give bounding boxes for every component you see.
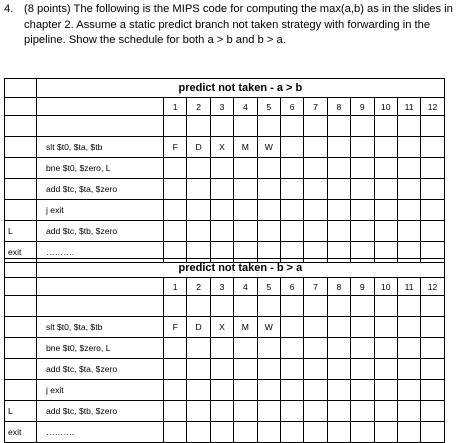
instruction-cell: add $tc, $ta, $zero xyxy=(37,179,164,200)
stage-cell[interactable] xyxy=(234,380,257,401)
stage-cell[interactable] xyxy=(327,317,350,338)
instruction-cell: bne $t0, $zero, L xyxy=(37,338,164,359)
stage-cell[interactable] xyxy=(351,200,374,221)
stage-cell[interactable] xyxy=(374,422,397,443)
stage-cell[interactable] xyxy=(187,422,210,443)
stage-cell[interactable] xyxy=(327,401,350,422)
stage-cell[interactable]: X xyxy=(210,317,233,338)
stage-cell[interactable]: M xyxy=(234,317,257,338)
stage-cell[interactable] xyxy=(351,158,374,179)
table-title: predict not taken - b > a xyxy=(37,259,445,278)
instruction-cell: slt $t0, $ta, $tb xyxy=(37,317,164,338)
stage-cell[interactable] xyxy=(187,380,210,401)
stage-cell[interactable] xyxy=(210,401,233,422)
stage-cell[interactable] xyxy=(304,338,327,359)
stage-cell[interactable] xyxy=(421,317,444,338)
instruction-cell: bne $t0, $zero, L xyxy=(37,158,164,179)
stage-cell[interactable] xyxy=(327,422,350,443)
stage-cell[interactable] xyxy=(304,200,327,221)
stage-cell[interactable] xyxy=(210,380,233,401)
cycle-number: 9 xyxy=(351,278,374,296)
empty-cell xyxy=(164,296,187,317)
stage-cell[interactable] xyxy=(257,200,280,221)
stage-cell[interactable] xyxy=(351,338,374,359)
stage-cell[interactable] xyxy=(327,338,350,359)
instruction-cell: ………. xyxy=(37,422,164,443)
table-row xyxy=(5,296,445,317)
instruction-cell: add $tc, $tb, $zero xyxy=(37,221,164,242)
empty-cell xyxy=(5,278,37,296)
empty-cell xyxy=(374,116,397,137)
stage-cell[interactable] xyxy=(327,137,350,158)
empty-cell xyxy=(210,116,233,137)
stage-cell[interactable] xyxy=(280,179,303,200)
empty-cell xyxy=(421,116,444,137)
empty-cell xyxy=(37,296,164,317)
stage-cell[interactable] xyxy=(397,200,420,221)
question-text xyxy=(4,2,466,49)
empty-cell xyxy=(374,296,397,317)
stage-cell[interactable] xyxy=(351,221,374,242)
empty-cell xyxy=(397,116,420,137)
cycle-header-row xyxy=(5,278,445,296)
cycle-number: 4 xyxy=(234,278,257,296)
cycle-number: 10 xyxy=(374,278,397,296)
stage-cell[interactable] xyxy=(397,338,420,359)
stage-cell[interactable] xyxy=(304,359,327,380)
stage-cell[interactable] xyxy=(164,200,187,221)
cycle-number: 2 xyxy=(187,98,210,116)
stage-cell[interactable] xyxy=(374,317,397,338)
stage-cell[interactable] xyxy=(280,158,303,179)
stage-cell[interactable] xyxy=(234,158,257,179)
stage-cell[interactable] xyxy=(374,401,397,422)
cycle-number: 3 xyxy=(210,98,233,116)
table-row xyxy=(5,422,445,443)
empty-cell xyxy=(280,116,303,137)
stage-cell[interactable] xyxy=(187,338,210,359)
stage-cell[interactable] xyxy=(421,401,444,422)
empty-cell xyxy=(257,116,280,137)
stage-cell[interactable]: D xyxy=(187,137,210,158)
stage-cell[interactable] xyxy=(257,401,280,422)
stage-cell[interactable] xyxy=(374,158,397,179)
stage-cell[interactable]: F xyxy=(164,137,187,158)
cycle-number: 8 xyxy=(327,98,350,116)
stage-cell[interactable] xyxy=(234,221,257,242)
stage-cell[interactable] xyxy=(351,137,374,158)
stage-cell[interactable] xyxy=(421,380,444,401)
stage-cell[interactable] xyxy=(187,158,210,179)
stage-cell[interactable] xyxy=(187,401,210,422)
stage-cell[interactable] xyxy=(280,221,303,242)
stage-cell[interactable] xyxy=(210,359,233,380)
row-label: L xyxy=(5,401,37,422)
stage-cell[interactable] xyxy=(421,422,444,443)
empty-cell xyxy=(5,259,37,278)
stage-cell[interactable] xyxy=(187,221,210,242)
empty-cell xyxy=(164,116,187,137)
stage-cell[interactable] xyxy=(351,422,374,443)
instruction-cell: j exit xyxy=(37,200,164,221)
empty-cell xyxy=(234,296,257,317)
stage-cell[interactable] xyxy=(234,338,257,359)
stage-cell[interactable] xyxy=(421,158,444,179)
stage-cell[interactable] xyxy=(304,317,327,338)
table-row xyxy=(5,401,445,422)
stage-cell[interactable] xyxy=(257,380,280,401)
empty-cell xyxy=(5,98,37,116)
stage-cell[interactable]: W xyxy=(257,317,280,338)
empty-cell xyxy=(37,98,164,116)
empty-cell xyxy=(304,296,327,317)
cycle-header-row xyxy=(5,98,445,116)
stage-cell[interactable] xyxy=(374,179,397,200)
cycle-number: 10 xyxy=(374,98,397,116)
empty-cell xyxy=(304,116,327,137)
instruction-cell: add $tc, $tb, $zero xyxy=(37,401,164,422)
cycle-number: 4 xyxy=(234,98,257,116)
stage-cell[interactable] xyxy=(164,179,187,200)
stage-cell[interactable] xyxy=(280,401,303,422)
empty-cell xyxy=(5,79,37,98)
stage-cell[interactable] xyxy=(421,221,444,242)
stage-cell[interactable] xyxy=(257,179,280,200)
empty-cell xyxy=(257,296,280,317)
stage-cell[interactable] xyxy=(210,158,233,179)
stage-cell[interactable] xyxy=(164,401,187,422)
cycle-number: 2 xyxy=(187,278,210,296)
cycle-number: 12 xyxy=(421,278,444,296)
stage-cell[interactable] xyxy=(257,338,280,359)
empty-cell xyxy=(187,116,210,137)
cycle-number: 1 xyxy=(164,98,187,116)
cycle-number: 11 xyxy=(397,278,420,296)
cycle-number: 12 xyxy=(421,98,444,116)
stage-cell[interactable] xyxy=(257,158,280,179)
stage-cell[interactable]: F xyxy=(164,317,187,338)
empty-cell xyxy=(5,296,37,317)
empty-cell xyxy=(327,296,350,317)
table-row xyxy=(5,221,445,242)
table-row xyxy=(5,116,445,137)
stage-cell[interactable] xyxy=(351,380,374,401)
stage-cell[interactable] xyxy=(327,200,350,221)
stage-cell[interactable] xyxy=(397,317,420,338)
stage-cell[interactable] xyxy=(234,401,257,422)
stage-cell[interactable] xyxy=(351,401,374,422)
stage-cell[interactable] xyxy=(374,137,397,158)
question-line-3: pipeline. Show the schedule for both a > b and b > a. xyxy=(24,34,286,47)
row-label xyxy=(5,179,37,200)
row-label xyxy=(5,200,37,221)
stage-cell[interactable] xyxy=(351,179,374,200)
stage-cell[interactable] xyxy=(187,179,210,200)
stage-cell[interactable] xyxy=(280,338,303,359)
stage-cell[interactable] xyxy=(304,380,327,401)
stage-cell[interactable] xyxy=(374,221,397,242)
stage-cell[interactable] xyxy=(351,317,374,338)
stage-cell[interactable]: D xyxy=(187,317,210,338)
stage-cell[interactable] xyxy=(164,359,187,380)
empty-cell xyxy=(37,278,164,296)
stage-cell[interactable] xyxy=(421,338,444,359)
row-label xyxy=(5,338,37,359)
stage-cell[interactable] xyxy=(257,221,280,242)
stage-cell[interactable] xyxy=(234,422,257,443)
table-row xyxy=(5,200,445,221)
empty-cell xyxy=(187,296,210,317)
stage-cell[interactable] xyxy=(304,158,327,179)
cycle-number: 7 xyxy=(304,278,327,296)
stage-cell[interactable] xyxy=(210,221,233,242)
stage-cell[interactable] xyxy=(351,359,374,380)
cycle-number: 9 xyxy=(351,98,374,116)
instruction-cell: ………. xyxy=(37,242,164,263)
stage-cell[interactable] xyxy=(327,359,350,380)
stage-cell[interactable] xyxy=(327,158,350,179)
stage-cell[interactable] xyxy=(210,179,233,200)
table-row xyxy=(5,338,445,359)
cycle-number: 6 xyxy=(280,98,303,116)
stage-cell[interactable] xyxy=(280,317,303,338)
stage-cell[interactable] xyxy=(280,200,303,221)
stage-cell[interactable] xyxy=(374,359,397,380)
stage-cell[interactable] xyxy=(210,200,233,221)
table-row xyxy=(5,137,445,158)
table-row xyxy=(5,317,445,338)
row-label xyxy=(5,380,37,401)
instruction-cell: j exit xyxy=(37,380,164,401)
stage-cell[interactable] xyxy=(374,380,397,401)
table-row xyxy=(5,179,445,200)
cycle-number: 8 xyxy=(327,278,350,296)
stage-cell[interactable] xyxy=(397,380,420,401)
empty-cell xyxy=(5,116,37,137)
empty-cell xyxy=(351,296,374,317)
row-label: exit xyxy=(5,422,37,443)
stage-cell[interactable] xyxy=(164,158,187,179)
stage-cell[interactable]: X xyxy=(210,137,233,158)
table-row xyxy=(5,380,445,401)
instruction-cell: slt $t0, $ta, $tb xyxy=(37,137,164,158)
table-title: predict not taken - a > b xyxy=(37,79,445,98)
stage-cell[interactable] xyxy=(397,137,420,158)
question-line xyxy=(4,2,466,18)
empty-cell xyxy=(234,116,257,137)
row-label: exit xyxy=(5,242,37,263)
stage-cell[interactable] xyxy=(187,359,210,380)
row-label xyxy=(5,359,37,380)
stage-cell[interactable] xyxy=(210,338,233,359)
stage-cell[interactable] xyxy=(421,179,444,200)
stage-cell[interactable] xyxy=(280,422,303,443)
question-line-1: (8 points) The following is the MIPS code for computing the max(a,b) as in the slides in xyxy=(24,3,453,15)
stage-cell[interactable] xyxy=(421,137,444,158)
stage-cell[interactable] xyxy=(280,359,303,380)
stage-cell[interactable] xyxy=(257,422,280,443)
stage-cell[interactable]: M xyxy=(234,137,257,158)
cycle-number: 7 xyxy=(304,98,327,116)
stage-cell[interactable] xyxy=(397,179,420,200)
empty-cell xyxy=(327,116,350,137)
row-label xyxy=(5,317,37,338)
stage-cell[interactable] xyxy=(257,359,280,380)
stage-cell[interactable] xyxy=(374,200,397,221)
empty-cell xyxy=(421,296,444,317)
stage-cell[interactable] xyxy=(304,422,327,443)
instruction-cell: add $tc, $ta, $zero xyxy=(37,359,164,380)
stage-cell[interactable]: W xyxy=(257,137,280,158)
stage-cell[interactable] xyxy=(327,380,350,401)
empty-cell xyxy=(280,296,303,317)
stage-cell[interactable] xyxy=(234,359,257,380)
table-row xyxy=(5,158,445,179)
table-row xyxy=(5,359,445,380)
empty-cell xyxy=(37,116,164,137)
cycle-number: 11 xyxy=(397,98,420,116)
empty-cell xyxy=(210,296,233,317)
table-title-row xyxy=(5,79,445,98)
cycle-number: 3 xyxy=(210,278,233,296)
empty-cell xyxy=(351,116,374,137)
cycle-number: 6 xyxy=(280,278,303,296)
schedule-table-a-gt-b xyxy=(4,78,445,263)
stage-cell[interactable] xyxy=(304,221,327,242)
cycle-number: 5 xyxy=(257,98,280,116)
stage-cell[interactable] xyxy=(421,200,444,221)
table-title-row xyxy=(5,259,445,278)
stage-cell[interactable] xyxy=(164,221,187,242)
stage-cell[interactable] xyxy=(210,422,233,443)
stage-cell[interactable] xyxy=(164,380,187,401)
stage-cell[interactable] xyxy=(304,179,327,200)
stage-cell[interactable] xyxy=(234,179,257,200)
stage-cell[interactable] xyxy=(327,221,350,242)
stage-cell[interactable] xyxy=(397,359,420,380)
stage-cell[interactable] xyxy=(304,137,327,158)
empty-cell xyxy=(397,296,420,317)
stage-cell[interactable] xyxy=(397,221,420,242)
stage-cell[interactable] xyxy=(164,338,187,359)
stage-cell[interactable] xyxy=(304,401,327,422)
stage-cell[interactable] xyxy=(280,380,303,401)
row-label: L xyxy=(5,221,37,242)
stage-cell[interactable] xyxy=(280,137,303,158)
stage-cell[interactable] xyxy=(397,401,420,422)
stage-cell[interactable] xyxy=(164,422,187,443)
row-label xyxy=(5,137,37,158)
question-line-2: chapter 2. Assume a static predict branch not taken strategy with forwarding in the xyxy=(24,18,431,31)
stage-cell[interactable] xyxy=(187,200,210,221)
question-number: 4. xyxy=(4,3,14,15)
row-label xyxy=(5,158,37,179)
cycle-number: 1 xyxy=(164,278,187,296)
stage-cell[interactable] xyxy=(397,158,420,179)
stage-cell[interactable] xyxy=(397,422,420,443)
stage-cell[interactable] xyxy=(234,200,257,221)
stage-cell[interactable] xyxy=(327,179,350,200)
stage-cell[interactable] xyxy=(374,338,397,359)
schedule-table-b-gt-a xyxy=(4,258,445,443)
stage-cell[interactable] xyxy=(421,359,444,380)
cycle-number: 5 xyxy=(257,278,280,296)
